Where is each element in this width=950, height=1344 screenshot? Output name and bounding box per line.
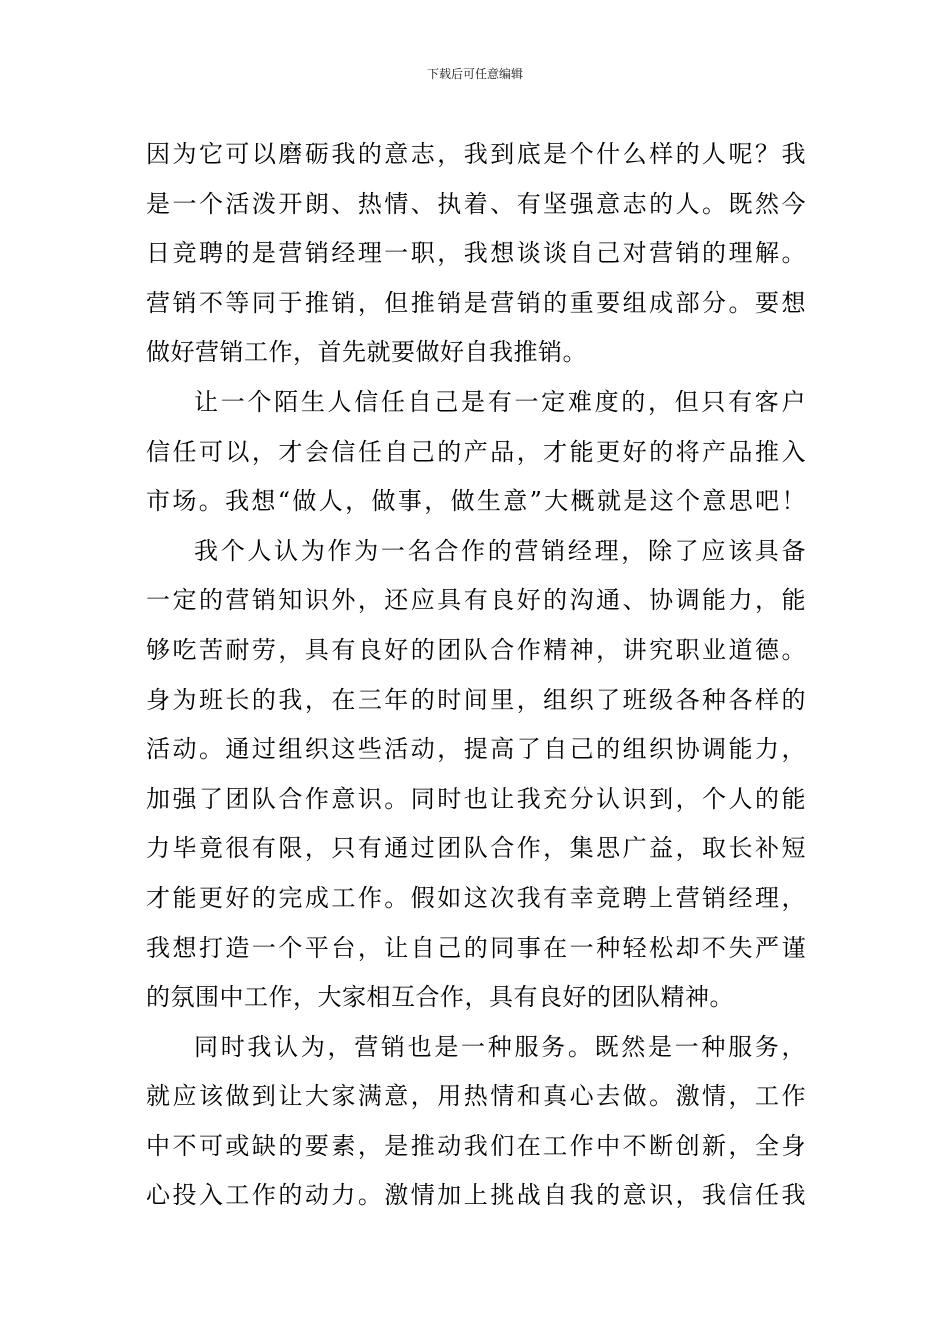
text-line: 中不可或缺的要素，是推动我们在工作中不断创新，全身: [146, 1131, 806, 1160]
text-line: 的氛围中工作，大家相互合作，具有良好的团队精神。: [146, 983, 734, 1012]
text-line: 一定的营销知识外，还应具有良好的沟通、协调能力，能: [146, 586, 806, 615]
text-line: 做好营销工作，首先就要做好自我推销。: [146, 338, 587, 367]
text-line: 活动。通过组织这些活动，提高了自己的组织协调能力，: [146, 735, 806, 764]
text-line: 就应该做到让大家满意，用热情和真心去做。激情，工作: [146, 1082, 806, 1111]
text-line: 我个人认为作为一名合作的营销经理，除了应该具备: [194, 536, 806, 565]
text-line: 市场。我想“做人，做事，做生意”大概就是这个意思吧！: [146, 487, 806, 516]
text-line: 我想打造一个平台，让自己的同事在一种轻松却不失严谨: [146, 933, 806, 962]
text-line: 同时我认为，营销也是一种服务。既然是一种服务，: [194, 1032, 806, 1061]
text-line: 信任可以，才会信任自己的产品，才能更好的将产品推入: [146, 437, 806, 466]
text-line: 日竞聘的是营销经理一职，我想谈谈自己对营销的理解。: [146, 239, 806, 268]
text-line: 因为它可以磨砺我的意志，我到底是个什么样的人呢？我: [146, 140, 806, 168]
text-line: 力毕竟很有限，只有通过团队合作，集思广益，取长补短: [146, 834, 806, 863]
text-line: 才能更好的完成工作。假如这次我有幸竞聘上营销经理，: [146, 883, 806, 912]
text-line: 身为班长的我，在三年的时间里，组织了班级各种各样的: [146, 685, 806, 714]
text-line: 心投入工作的动力。激情加上挑战自我的意识，我信任我: [146, 1181, 806, 1210]
page-header-note: 下载后可任意编辑: [426, 67, 523, 81]
text-line: 加强了团队合作意识。同时也让我充分认识到，个人的能: [146, 784, 806, 813]
document-body: [146, 130, 806, 1221]
text-line: 营销不等同于推销，但推销是营销的重要组成部分。要想: [146, 288, 806, 317]
text-line: 够吃苦耐劳，具有良好的团队合作精神，讲究职业道德。: [146, 635, 806, 664]
text-line: 是一个活泼开朗、热情、执着、有坚强意志的人。既然今: [146, 189, 806, 218]
text-line: 让一个陌生人信任自己是有一定难度的，但只有客户: [194, 387, 806, 416]
